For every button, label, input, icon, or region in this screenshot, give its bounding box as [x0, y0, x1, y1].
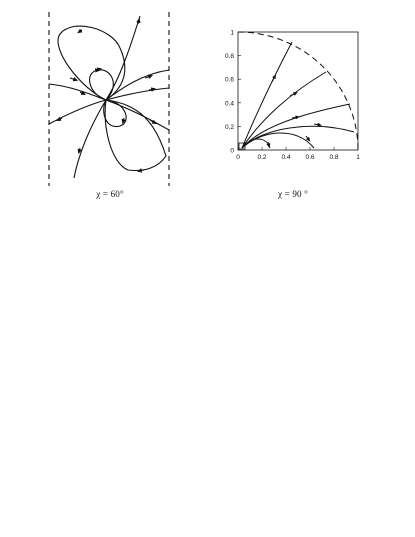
quarter-plot — [222, 24, 372, 169]
x-tick-label: 0.2 — [257, 154, 267, 161]
figure-chi-60 — [40, 8, 180, 188]
y-tick-label: 0.8 — [224, 53, 234, 61]
field-line-6 — [242, 139, 270, 148]
caption-chi-60: χ = 60° — [96, 189, 124, 199]
y-tick-label: 1 — [230, 29, 234, 37]
y-tick-label: 0.2 — [224, 123, 234, 131]
field-lines-diagram — [40, 8, 180, 188]
line-right — [106, 88, 169, 100]
y-tick-label: 0.6 — [224, 76, 234, 84]
caption-chi-90: χ = 90 ° — [277, 189, 309, 199]
line-left-lower — [49, 100, 106, 124]
x-tick-label: 1 — [356, 154, 360, 161]
lower-right-lobe — [105, 100, 166, 170]
figure-chi-90 — [222, 24, 372, 169]
upper-left-lobe — [58, 26, 125, 100]
x-tick-label: 0.8 — [329, 154, 339, 161]
line-upper-right — [106, 70, 169, 100]
field-line-1 — [242, 42, 292, 148]
y-tick-label: 0.4 — [224, 100, 234, 108]
x-tick-label: 0.6 — [305, 154, 315, 161]
x-tick-label: 0.4 — [281, 154, 291, 161]
line-down-left — [74, 100, 106, 178]
y-tick-label: 0 — [230, 147, 234, 155]
line-right-lower — [106, 100, 169, 130]
x-tick-label: 0 — [236, 154, 240, 161]
line-left-upper — [49, 84, 106, 100]
field-line-5 — [242, 133, 314, 148]
